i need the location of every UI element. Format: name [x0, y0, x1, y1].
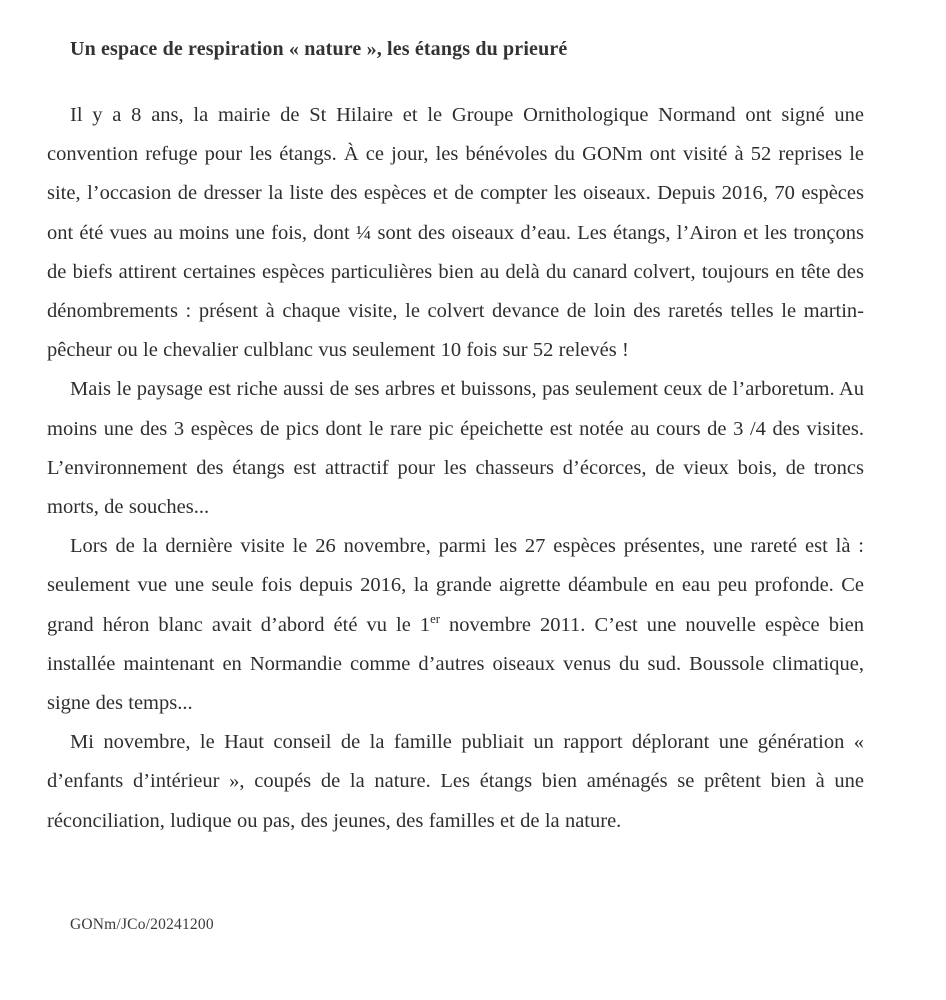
paragraph-derniere-visite: [47, 527, 864, 723]
footer-reference: GONm/JCo/20241200: [70, 916, 214, 933]
paragraph-arbres-buissons: Mais le paysage est riche aussi de ses arbres et buissons, pas seulement ceux de l’arboretum. Au moins une des 3 espèces de pics dont le rare pic épeichette est notée au cours de 3 /4 des visites. L’environnement des étangs est attractif pour les chasseurs d’écorces, de vieux bois, de troncs morts, de souches...: [47, 378, 864, 519]
ordinal-superscript-er: er: [430, 611, 440, 626]
paragraph-derniere-visite-text-after: novembre 2011. C’est une nouvelle espèce bien installée maintenant en Normandie comme d’autres oiseaux venus du sud. Boussole climatique, signe des temps...: [47, 613, 864, 715]
paragraph-derniere-visite-text-before: Lors de la dernière visite le 26 novembre, parmi les 27 espèces présentes, une rareté est là : seulement vue une seule fois depuis 2016, la grande aigrette déambule en eau peu profonde. Ce grand héron blanc avait d’abord été vu le 1: [47, 535, 864, 636]
paragraph-haut-conseil-famille: Mi novembre, le Haut conseil de la famille publiait un rapport déplorant une génération « d’enfants d’intérieur », coupés de la nature. Les étangs bien aménagés se prêtent bien à une réconciliation, ludique ou pas, des jeunes, des familles et de la nature.: [47, 731, 864, 832]
page-title: Un espace de respiration « nature », les étangs du prieuré: [70, 38, 568, 61]
document-body: [47, 96, 864, 841]
paragraph-convention-refuge: Il y a 8 ans, la mairie de St Hilaire et le Groupe Ornithologique Normand ont signé une convention refuge pour les étangs. À ce jour, les bénévoles du GONm ont visité à 52 reprises le site, l’occasion de dresser la liste des espèces et de compter les oiseaux. Depuis 2016, 70 espèces ont été vues au moins une fois, dont ¼ sont des oiseaux d’eau. Les étangs, l’Airon et les tronçons de biefs attirent certaines espèces particulières bien au delà du canard colvert, toujours en tête des dénombrements : présent à chaque visite, le colvert devance de loin des raretés telles le martin-pêcheur ou le chevalier culblanc vus seulement 10 fois sur 52 relevés !: [47, 104, 864, 362]
